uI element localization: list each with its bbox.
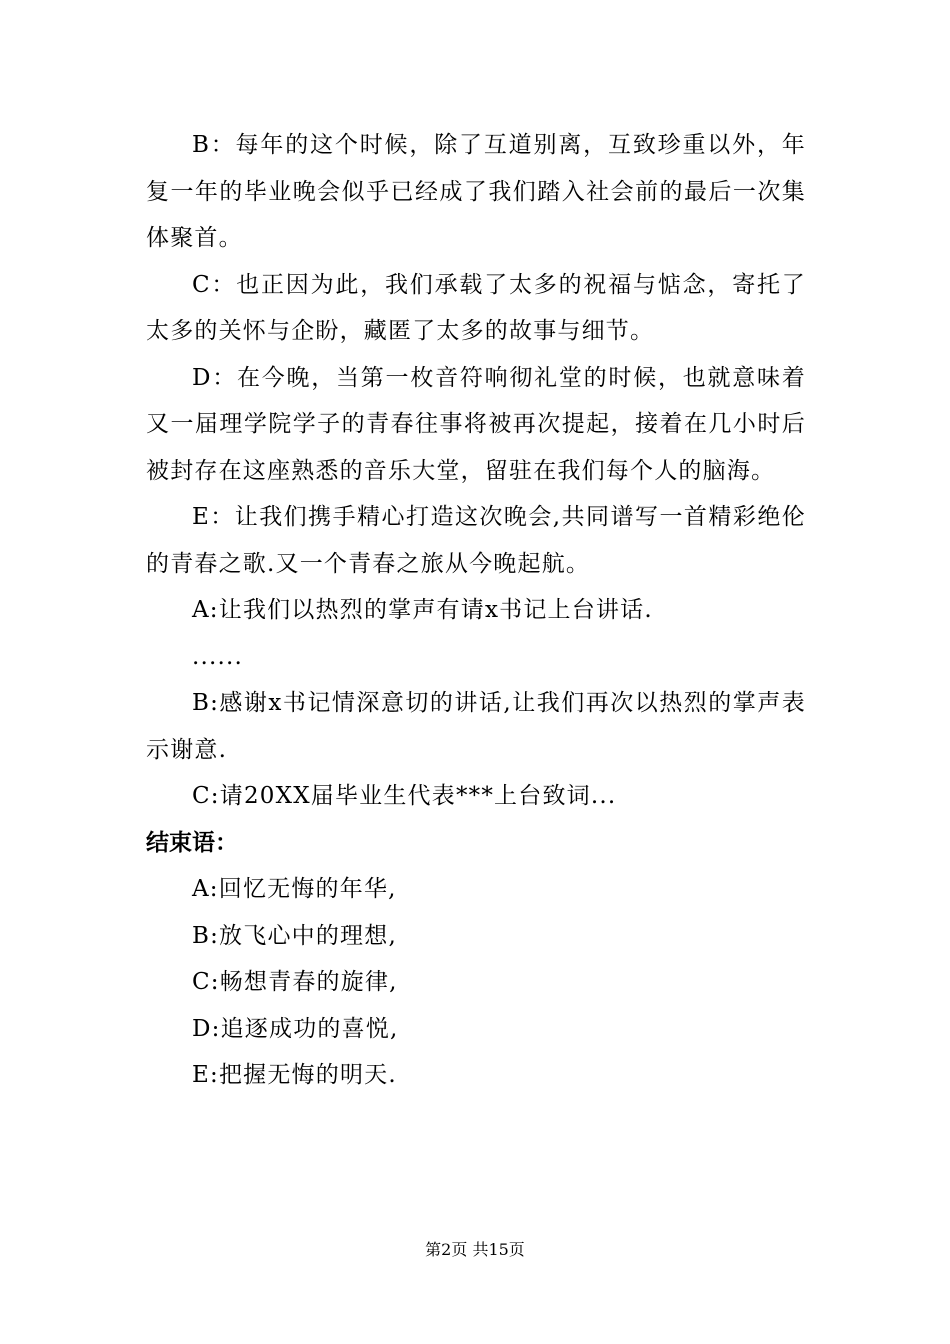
closing-line-b: B:放飞心中的理想, — [192, 922, 397, 949]
paragraph-a-invite: A:让我们以热烈的掌声有请x书记上台讲话. — [192, 597, 653, 623]
paragraph-c-graduate: C:请20XX届毕业生代表***上台致词... — [192, 783, 617, 809]
page-number-indicator: 第2页 共15页 — [425, 1240, 525, 1259]
closing-line-c: C:畅想青春的旋律, — [192, 969, 398, 995]
paragraph-c-intro: C：也正因为此，我们承载了太多的祝福与惦念，寄托了太多的关怀与企盼，藏匿了太多的故事与细节。 — [146, 271, 806, 344]
page-footer — [0, 1240, 950, 1260]
closing-heading: 结束语： — [146, 829, 238, 856]
ellipsis-line: ...... — [192, 643, 244, 670]
paragraph-d-intro: D：在今晚，当第一枚音符响彻礼堂的时候，也就意味着又一届理学院学子的青春往事将被再次提起，接着在几小时后被封存在这座熟悉的音乐大堂，留驻在我们每个人的脑海。 — [146, 364, 806, 484]
paragraph-b-intro: B：每年的这个时候，除了互道别离，互致珍重以外，年复一年的毕业晚会似乎已经成了我们踏入社会前的最后一次集体聚首。 — [146, 132, 806, 251]
document-body — [146, 122, 806, 1099]
closing-line-d: D:追逐成功的喜悦, — [192, 1015, 399, 1042]
paragraph-e-intro: E：让我们携手精心打造这次晚会,共同谱写一首精彩绝伦的青春之歌.又一个青春之旅从今晚起航。 — [146, 504, 806, 577]
paragraph-b-thanks: B:感谢x书记情深意切的讲话,让我们再次以热烈的掌声表示谢意. — [146, 690, 806, 763]
closing-line-e: E:把握无悔的明天. — [192, 1062, 397, 1088]
closing-line-a: A:回忆无悔的年华, — [192, 876, 397, 902]
